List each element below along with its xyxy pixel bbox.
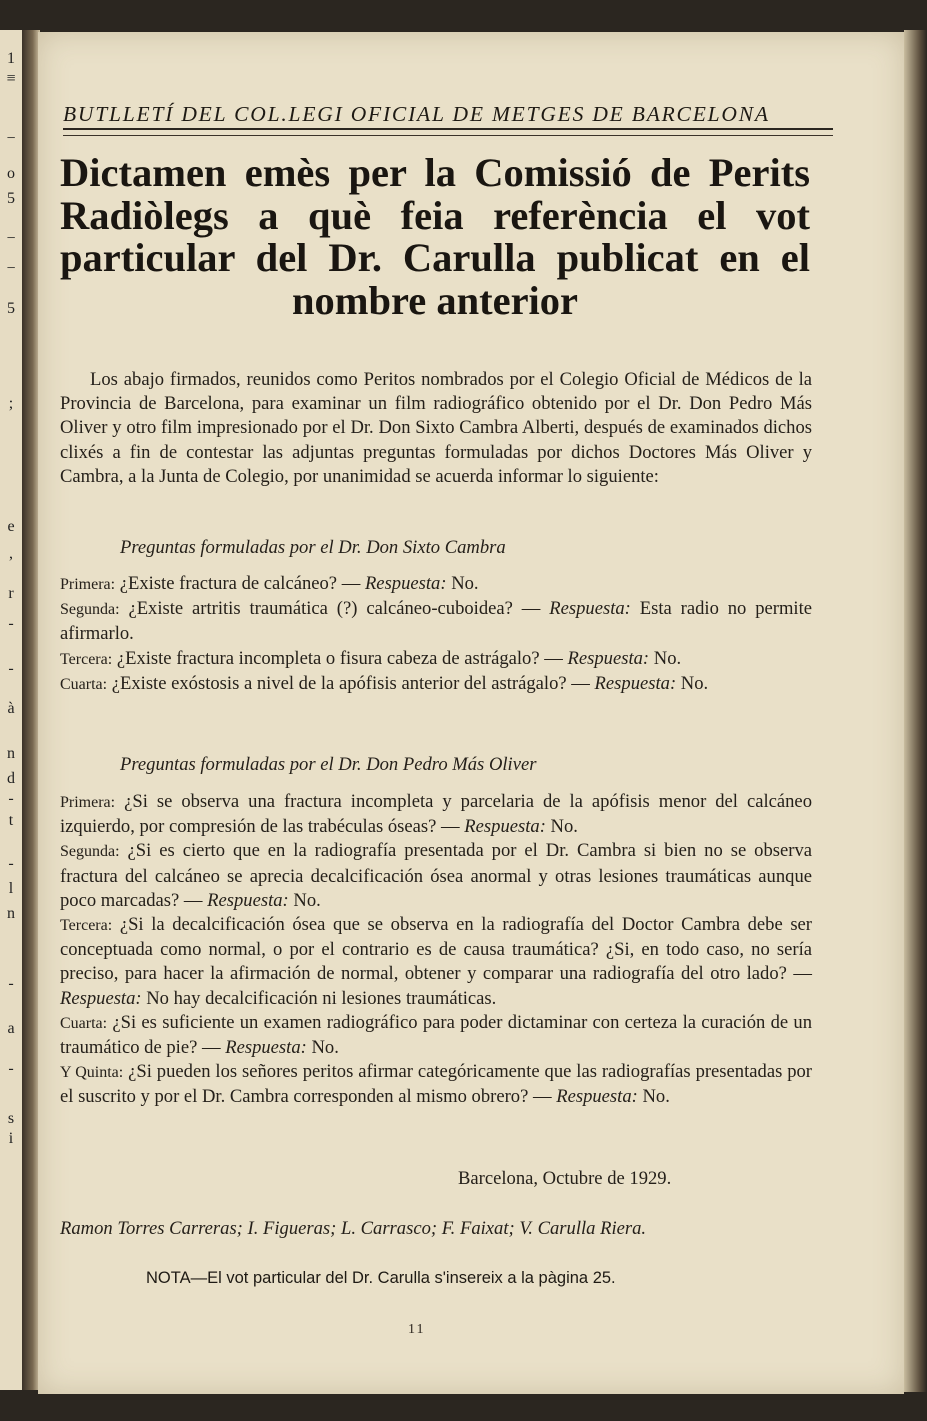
adjacent-page-glyph: n	[7, 905, 15, 922]
question-label: Cuarta:	[60, 675, 108, 693]
answer-label: Respuesta:	[464, 816, 546, 838]
answer-label: Respuesta:	[207, 889, 289, 911]
adjacent-page-glyph: -	[8, 975, 14, 992]
adjacent-page-glyph: -	[8, 790, 14, 807]
answer-text: Esta radio no permite afirmarlo.	[60, 598, 813, 645]
adjacent-page-glyph: 1	[7, 50, 15, 67]
adjacent-page-glyph: ,	[9, 545, 13, 562]
adjacent-page-glyph: i	[8, 1130, 14, 1147]
adjacent-page-glyph: e	[7, 518, 15, 535]
journal-page	[38, 32, 904, 1394]
adjacent-page-glyph: -	[8, 855, 14, 872]
article-title: Dictamen emès per la Comissió de Perits Radiòlegs a què feia referència el vot particular del Dr. Carulla publicat en el nombre anterior	[60, 150, 810, 323]
editorial-note: NOTA—El vot particular del Dr. Carulla s'insereix a la pàgina 25.	[146, 1269, 616, 1287]
adjacent-page-glyph: ;	[8, 395, 14, 412]
adjacent-page-glyph: a	[7, 1020, 15, 1037]
question-text: ¿Si se observa una fractura incompleta y parcelaria de la apófisis menor del calcáneo izquierdo, por compresión de las trabéculas óseas? —	[60, 791, 812, 838]
question-item	[60, 1011, 812, 1060]
answer-label: Respuesta:	[567, 647, 650, 669]
question-item	[60, 839, 812, 913]
question-label: Primera:	[60, 576, 116, 593]
answer-label: Respuesta:	[225, 1037, 307, 1059]
adjacent-page-glyph: 5	[7, 190, 15, 207]
answer-label: Respuesta:	[364, 573, 447, 594]
page-edge-right	[904, 30, 927, 1392]
question-text: ¿Existe fractura de calcáneo? —	[119, 573, 361, 594]
question-text: ¿Si es cierto que en la radiografía presentada por el Dr. Cambra si bien no se observa fractura del calcáneo se aprecia decalcificación ósea anormal y otras lesiones traumáticas aunque poco marcadas? —	[60, 840, 812, 911]
adjacent-page-glyph: -	[8, 1060, 14, 1077]
adjacent-page-glyph: r	[8, 585, 14, 602]
question-label: Tercera:	[60, 917, 113, 935]
adjacent-page-glyph: l	[8, 880, 14, 897]
question-text: ¿Existe artritis traumática (?) calcáneo-cuboidea? —	[128, 598, 541, 620]
adjacent-page-glyph: à	[7, 700, 15, 717]
question-label: Segunda:	[60, 601, 120, 619]
question-label: Cuarta:	[60, 1014, 108, 1032]
adjacent-page-glyph: 5	[7, 300, 15, 317]
question-list-mas-oliver	[60, 790, 812, 1110]
adjacent-page-glyph: -	[8, 615, 14, 632]
adjacent-page-glyph: n	[7, 745, 15, 762]
answer-text: No.	[653, 647, 682, 669]
adjacent-page-glyph: ≡	[6, 70, 16, 87]
adjacent-page-glyph: -	[8, 660, 14, 677]
question-item	[60, 790, 812, 839]
answer-label: Respuesta:	[594, 672, 677, 694]
question-item	[60, 597, 812, 646]
question-text: ¿Si es suficiente un examen radiográfico para poder dictaminar con certeza la curación de un traumático de pie? —	[60, 1011, 812, 1059]
question-label: Tercera:	[60, 650, 113, 668]
answer-text: No.	[642, 1086, 670, 1108]
adjacent-page-glyph: −	[6, 130, 16, 147]
answer-text: No.	[451, 573, 479, 594]
question-item	[60, 647, 812, 672]
answer-label: Respuesta:	[556, 1086, 638, 1108]
adjacent-page-edge	[0, 30, 22, 1390]
page-number: 11	[408, 1322, 426, 1337]
adjacent-page-glyph: o	[7, 165, 15, 182]
question-text: ¿Existe fractura incompleta o fisura cabeza de astrágalo? —	[116, 647, 563, 669]
section-heading-cambra: Preguntas formuladas por el Dr. Don Sixto Cambra	[120, 537, 506, 558]
adjacent-page-glyph: t	[8, 812, 14, 829]
answer-text: No.	[550, 816, 578, 838]
adjacent-page-glyph: −	[6, 260, 16, 277]
question-item	[60, 672, 812, 697]
question-item	[60, 572, 812, 597]
section-heading-mas-oliver: Preguntas formuladas por el Dr. Don Pedro Más Oliver	[120, 754, 537, 775]
answer-text: No.	[680, 672, 709, 694]
answer-text: No.	[311, 1037, 339, 1059]
question-list-cambra	[60, 572, 812, 697]
adjacent-page-glyph: −	[6, 230, 16, 247]
answer-text: No.	[293, 889, 321, 911]
question-label: Segunda:	[60, 843, 120, 861]
question-item	[60, 1060, 812, 1109]
intro-paragraph: Los abajo firmados, reunidos como Peritos nombrados por el Colegio Oficial de Médicos de la Provincia de Barcelona, para examinar un film radiográfico obtenido por el Dr. Don Pedro Más Oliver y otro film impresionado por el Dr. Don Sixto Cambra Alberti, después de examinados dichos clixés a fin de contestar las adjuntas preguntas formuladas por dichos Doctores Más Oliver y Cambra, a la Junta de Colegio, por unanimidad se acuerda informar lo siguiente:	[60, 369, 812, 487]
answer-label: Respuesta:	[549, 598, 631, 620]
answer-label: Respuesta:	[60, 987, 142, 1009]
question-text: ¿Si la decalcificación ósea que se observa en la radiografía del Doctor Cambra debe ser conceptuada como normal, o por el contrario es de causa traumática? ¿Si, en todo caso, no sería preciso, para hacer la afirmación de normal, obtener y comparar una radiografía del otro lado? —	[60, 914, 813, 985]
answer-text: No hay decalcificación ni lesiones traumáticas.	[146, 987, 497, 1009]
adjacent-page-glyph: s	[7, 1110, 15, 1127]
question-item	[60, 913, 812, 1011]
adjacent-page-glyph: d	[7, 770, 15, 787]
question-text: ¿Si pueden los señores peritos afirmar categóricamente que las radiografías presentadas por el suscrito y por el Dr. Cambra corresponden al mismo obrero? —	[60, 1061, 812, 1108]
signatories: Ramon Torres Carreras; I. Figueras; L. Carrasco; F. Faixat; V. Carulla Riera.	[60, 1218, 647, 1239]
running-header: BUTLLETÍ DEL COL.LEGI OFICIAL DE METGES DE BARCELONA	[63, 102, 833, 130]
header-rule	[63, 135, 833, 136]
question-label: Y Quinta:	[60, 1064, 124, 1082]
date-line: Barcelona, Octubre de 1929.	[458, 1168, 672, 1189]
question-text: ¿Existe exóstosis a nivel de la apófisis anterior del astrágalo? —	[111, 672, 590, 694]
question-label: Primera:	[60, 794, 116, 811]
